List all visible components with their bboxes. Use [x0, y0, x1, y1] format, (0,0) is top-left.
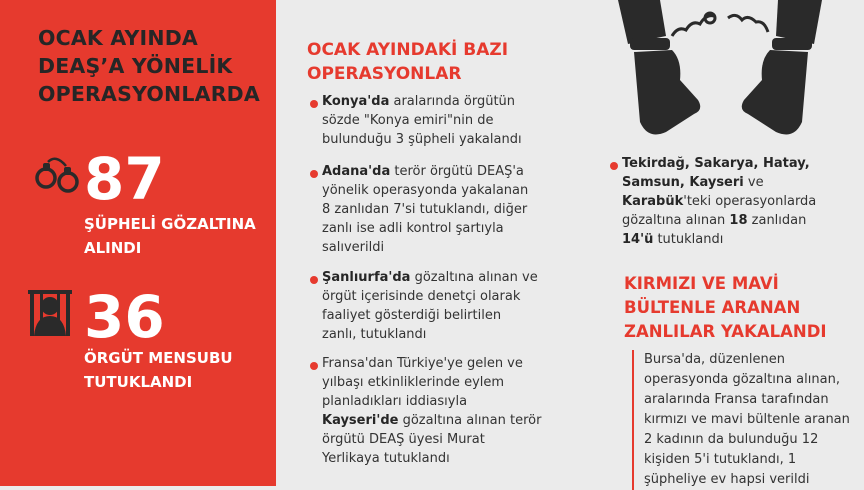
bullet-line: Yerlikaya tutuklandı	[322, 451, 450, 466]
handcuffed-hands-icon	[608, 0, 834, 146]
bullet-bold: Şanlıurfa'da	[322, 270, 411, 285]
bullet-line: sözde "Konya emiri"nin de	[322, 113, 494, 128]
bullet-line	[622, 230, 852, 249]
left-title	[38, 24, 268, 108]
bullet-line	[622, 211, 852, 230]
block-line: şüpheliye ev hapsi verildi	[644, 472, 810, 487]
bullet-line: yönelik operasyonda yakalanan	[322, 183, 529, 198]
bullet-line: faaliyet gösterdiği belirtilen	[322, 308, 502, 323]
bullet-bold: Konya'da	[322, 94, 390, 109]
bullet-line: planladıkları iddiasıyla	[322, 394, 468, 409]
bullet-sanliurfa	[322, 268, 562, 344]
left-title-line: OPERASYONLARDA	[38, 82, 260, 106]
bullet-bold: Tekirdağ, Sakarya, Hatay,	[622, 156, 810, 171]
bullet-bold: Kayseri'de	[322, 413, 399, 428]
bullet-dot	[310, 276, 318, 284]
stat-label-line: ALINDI	[84, 239, 142, 257]
bullet-text: aralarında örgütün	[389, 94, 516, 109]
bullet-dot	[310, 100, 318, 108]
bullet-dot	[310, 170, 318, 178]
bullet-line	[322, 92, 562, 111]
bullet-adana	[322, 162, 562, 257]
bullet-line: zanlı ise adli kontrol şartıyla	[322, 221, 504, 236]
stat-label-line: TUTUKLANDI	[84, 373, 193, 391]
block-line: kişiden 5'i tutuklandı, 1	[644, 452, 797, 467]
bullet-kayseri	[322, 354, 562, 468]
block-line: kırmızı ve mavi bültenle aranan	[644, 412, 850, 427]
stat-87-label	[84, 212, 256, 260]
bullet-line	[622, 192, 852, 211]
right-title-line: KIRMIZI VE MAVİ	[624, 274, 779, 293]
bullet-line	[622, 154, 852, 173]
bullet-bold: Samsun, Kayseri	[622, 175, 744, 190]
stat-36-number: 36	[84, 283, 165, 351]
middle-title	[307, 38, 508, 86]
stat-87-number: 87	[84, 145, 165, 213]
bullet-text: terör örgütü DEAŞ'a	[390, 164, 524, 179]
bullet-line: salıverildi	[322, 240, 385, 255]
bullet-line: bulunduğu 3 şüpheli yakalandı	[322, 132, 522, 147]
bullet-text: zanlıdan	[747, 213, 807, 228]
handcuffs-icon	[34, 152, 80, 200]
bullet-line: 8 zanlıdan 7'si tutuklandı, diğer	[322, 202, 528, 217]
bullet-line: Fransa'dan Türkiye'ye gelen ve	[322, 356, 523, 371]
bullet-text: gözaltına alınan ve	[410, 270, 538, 285]
left-title-line: OCAK AYINDA	[38, 26, 198, 50]
bullet-bold: 14'ü	[622, 232, 654, 247]
bullet-line: zanlı, tutuklandı	[322, 327, 427, 342]
prisoner-icon	[26, 290, 74, 340]
stat-label-line: ŞÜPHELİ GÖZALTINA	[84, 215, 256, 233]
middle-title-line: OPERASYONLAR	[307, 64, 462, 84]
bullet-line	[322, 268, 562, 287]
bursa-block	[632, 350, 864, 490]
stat-label-line: ÖRGÜT MENSUBU	[84, 349, 233, 367]
bullet-dot	[310, 362, 318, 370]
bullet-line	[322, 162, 562, 181]
block-line: aralarında Fransa tarafından	[644, 392, 829, 407]
bullet-line: örgütü DEAŞ üyesi Murat	[322, 432, 485, 447]
bullet-bold: Adana'da	[322, 164, 391, 179]
bullet-text: gözaltına alınan	[622, 213, 730, 228]
bullet-line	[322, 411, 562, 430]
block-line: 2 kadının da bulunduğu 12	[644, 432, 819, 447]
right-title	[624, 272, 827, 344]
bullet-dot	[610, 162, 618, 170]
bullet-bold: 18	[729, 213, 748, 228]
block-line: Bursa'da, düzenlenen	[644, 352, 785, 367]
bullet-text: ve	[743, 175, 764, 190]
bullet-multi-city	[622, 154, 852, 249]
middle-title-line: OCAK AYINDAKİ BAZI	[307, 40, 509, 60]
bullet-text: 'teki operasyonlarda	[683, 194, 817, 209]
bullet-line	[622, 173, 852, 192]
bullet-line: yılbaşı etkinliklerinde eylem	[322, 375, 505, 390]
right-title-line: ZANLILAR YAKALANDI	[624, 322, 827, 341]
right-title-line: BÜLTENLE ARANAN	[624, 298, 801, 317]
left-title-line: DEAŞ’A YÖNELİK	[38, 54, 233, 78]
stat-36-label	[84, 346, 233, 394]
bullet-text: tutuklandı	[653, 232, 724, 247]
bullet-text: gözaltına alınan terör	[398, 413, 542, 428]
block-line: operasyonda gözaltına alınan,	[644, 372, 840, 387]
bullet-bold: Karabük	[622, 194, 684, 209]
bullet-konya	[322, 92, 562, 149]
bullet-line: örgüt içerisinde denetçi olarak	[322, 289, 521, 304]
